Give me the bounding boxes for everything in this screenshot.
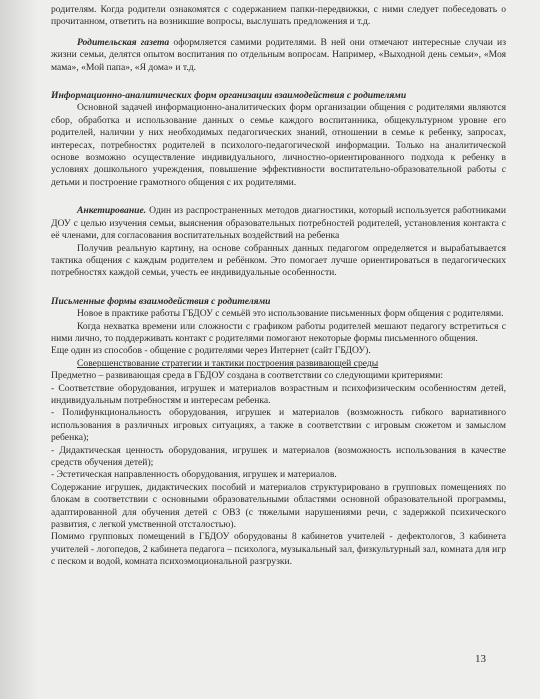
page-number: 13 — [475, 653, 486, 665]
gazette-title: Родительская газета — [77, 36, 170, 48]
heading-environment: Совершенствование стратегии и тактики построения развивающей среды — [77, 357, 379, 369]
survey-text: Один из распространенных методов диагностики, который используется работниками ДОУ с целью изучения семьи, выяснения образовательных потребностей родителей, установления контакта с её членами, для согласования воспитательных воздействий на ребенка — [51, 205, 506, 242]
page-body — [51, 4, 506, 569]
paragraph-content: Содержание игрушек, дидактических пособий и материалов структурировано в групповых помещениях по блокам в соответствии с основными образовательными областями основной образовательной программы, адаптированной для обучения детей с ОВЗ (с тяжелыми нарушениями речи, с задержкой психического развития, с легкой умственной отсталостью). — [51, 481, 506, 531]
paragraph-info-analytic: Основной задачей информационно-аналитических форм организации общения с родителями являются сбор, обработка и использование данных о семье каждого воспитанника, общекультурном уровне его родителей, наличии у них необходимых педагогических знаний, отношении в семье к ребенку, запросах, интересах, потребностях родителей в психолого-педагогической информации. Только на аналитической основе возможно осуществление индивидуального, личностно-ориентированного подхода к ребенку в условиях дошкольного учреждения, повышение эффективности воспитательно-образовательной работы с детьми и построение грамотного общения с их родителями. — [51, 102, 506, 188]
criterion-item: - Полифункциональность оборудования, игрушек и материалов (возможность гибкого вариативного использования в различных игровых ситуациях, а также в соответствии с игровым сюжетом и замыслом ребенка); — [51, 407, 506, 444]
survey-title: Анкетирование. — [77, 205, 147, 217]
gazette-text: оформляется самими родителями. В ней они отмечают интересные случаи из жизни семьи, делятся опытом воспитания по отдельным вопросам. Например, «Выходной день семьи», «Моя мама», «Мой папа», «Я дома» и т.д. — [51, 36, 506, 73]
scan-edge-shadow — [0, 0, 38, 699]
criterion-item: - Соответствие оборудования, игрушек и материалов возрастным и психофизическим особенностям детей, индивидуальным потребностям и интересам ребенка. — [51, 382, 506, 406]
paragraph-intro: родителям. Когда родители ознакомятся с содержанием папки-передвижки, с ними следует побеседовать о прочитанном, ответить на возникшие вопросы, выслушать предложения и т.д. — [51, 4, 506, 28]
criterion-item: - Дидактическая ценность оборудования, игрушек и материалов (возможность использования в качестве средств обучения детей); — [51, 444, 506, 468]
paragraph-environment: Предметно – развивающая среда в ГБДОУ создана в соответствии со следующими критериями: — [51, 370, 444, 382]
criterion-item: - Эстетическая направленность оборудования, игрушек и материалов. — [51, 469, 337, 481]
paragraph-internet: Еще один из способов - общение с родителями через Интернет (сайт ГБДОУ). — [51, 345, 371, 357]
paragraph-gazette — [51, 37, 506, 74]
heading-info-analytic: Информационно-аналитических форм организации взаимодействия с родителями — [51, 90, 407, 102]
paragraph-rooms: Помимо групповых помещений в ГБДОУ оборудованы 8 кабинетов учителей - дефектологов, 3 кабинета учителей - логопедов, 2 кабинета педагога – психолога, музыкальный зал, физкультурный зал, комната для игр с песком и водой, комната психоэмоциональной разгрузки. — [51, 531, 506, 568]
heading-written-forms: Письменные формы взаимодействия с родителями — [51, 295, 271, 307]
paragraph-written-time: Когда нехватка времени или сложности с графиком работы родителей мешают педагогу встретиться с ними лично, то поддерживать контакт с родителями помогают некоторые формы письменного общения. — [51, 320, 506, 344]
paragraph-written-new: Новое в практике работы ГБДОУ с семьёй это использование письменных форм общения с родителями. — [77, 308, 504, 320]
paragraph-survey-result: Получив реальную картину, на основе собранных данных педагогом определяется и вырабатывается тактика общения с каждым родителем и ребёнком. Это помогает лучше ориентироваться в педагогических потребностях каждой семьи, учесть ее индивидуальные особенности. — [51, 242, 506, 279]
paragraph-survey — [51, 205, 506, 242]
